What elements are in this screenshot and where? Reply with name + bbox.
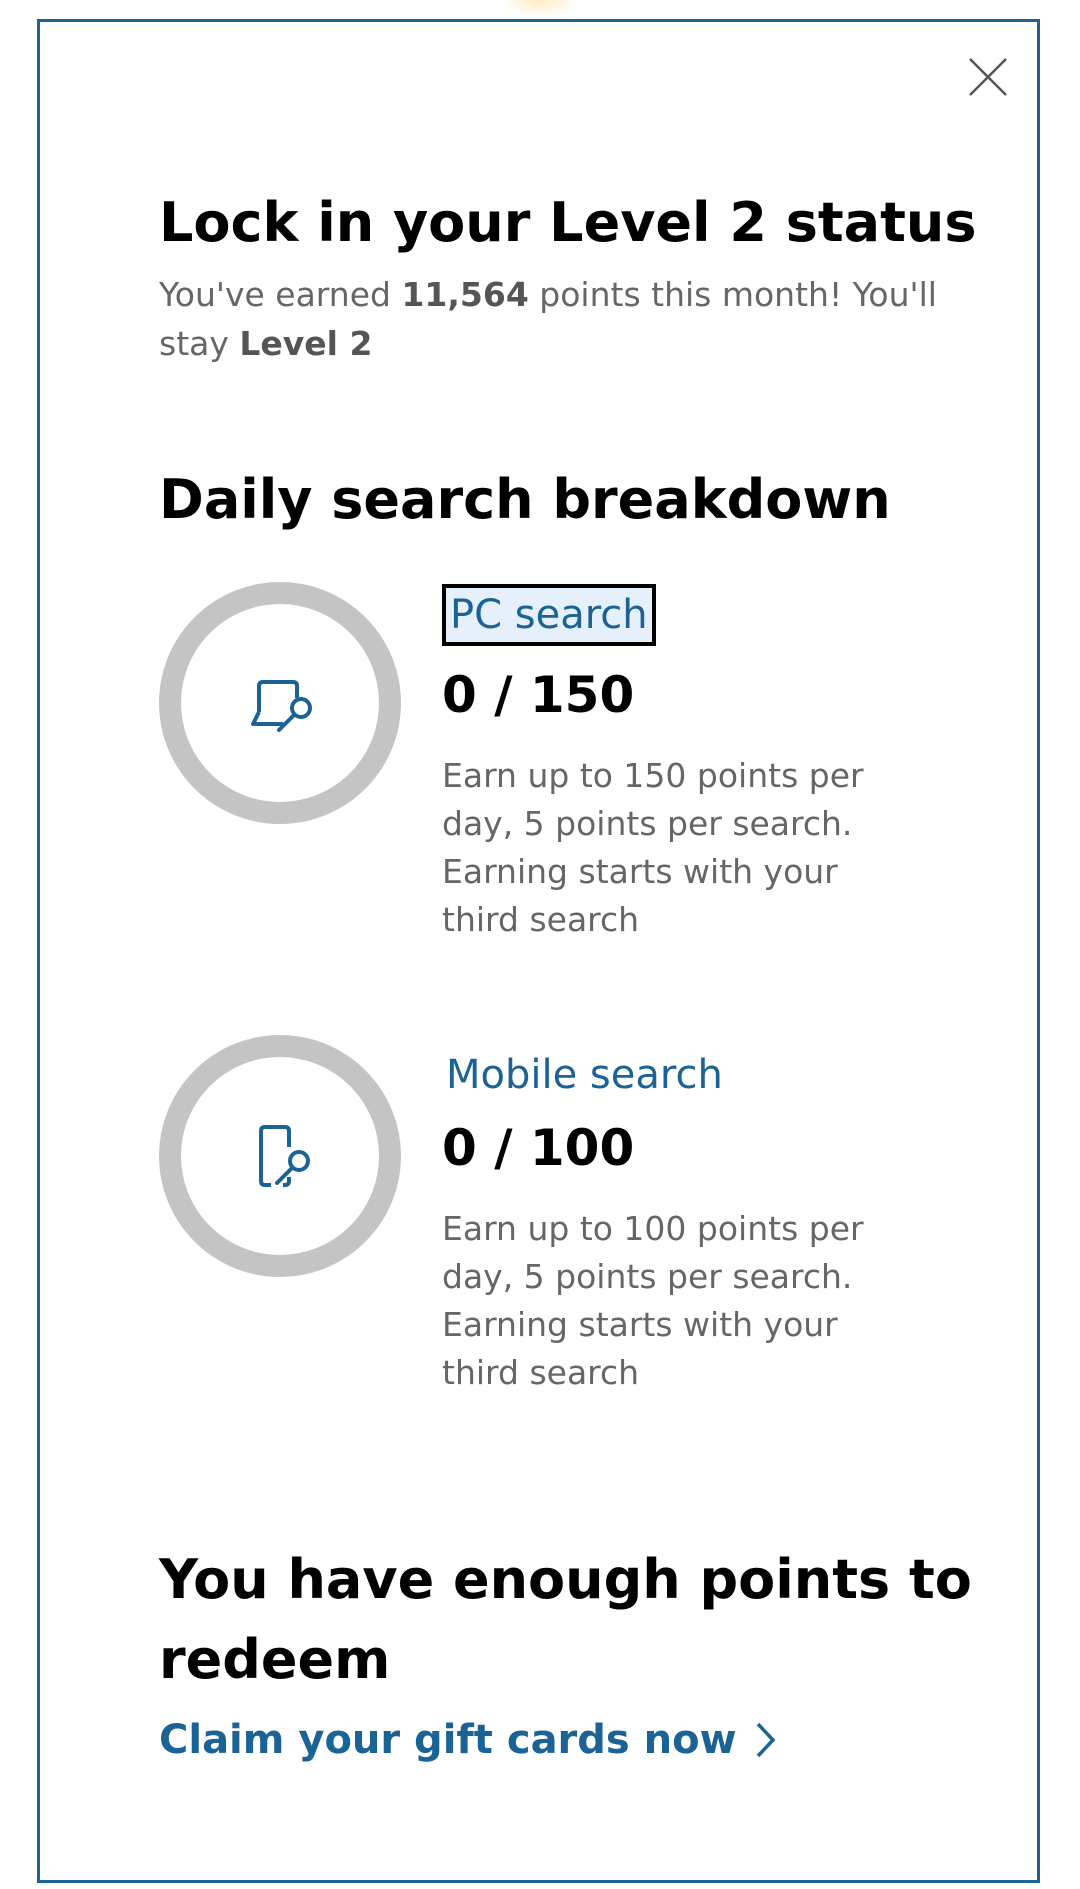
close-icon <box>966 55 1010 99</box>
pc-search-link[interactable]: PC search <box>442 584 656 646</box>
level-status-title: Lock in your Level 2 status <box>159 191 977 254</box>
phone-search-icon <box>235 1111 325 1201</box>
level-status-subtitle <box>159 270 949 368</box>
mobile-search-count: 0 / 100 <box>442 1119 635 1177</box>
daily-search-breakdown-title: Daily search breakdown <box>159 468 891 531</box>
chevron-right-icon <box>755 1720 777 1760</box>
subtitle-text-a: You've earned <box>159 275 402 314</box>
laptop-search-icon <box>235 658 325 748</box>
redeem-title: You have enough points to redeem <box>159 1548 972 1691</box>
pc-search-description: Earn up to 150 points per day, 5 points per search. Earning starts with your third search <box>442 756 864 939</box>
points-earned-value: 11,564 <box>401 275 529 314</box>
mobile-search-description: Earn up to 100 points per day, 5 points per search. Earning starts with your third search <box>442 1209 864 1392</box>
level-value: Level 2 <box>239 324 373 363</box>
mobile-search-progress-ring <box>159 1035 401 1277</box>
pc-search-count: 0 / 150 <box>442 666 635 724</box>
close-button[interactable] <box>966 55 1010 99</box>
claim-gift-cards-label: Claim your gift cards now <box>159 1717 737 1763</box>
mobile-search-link[interactable]: Mobile search <box>446 1052 723 1098</box>
top-glow-decoration <box>500 0 580 18</box>
pc-search-progress-ring <box>159 582 401 824</box>
subtitle-text-b: points this month! You'll stay <box>159 275 937 363</box>
claim-gift-cards-link[interactable] <box>159 1715 777 1765</box>
